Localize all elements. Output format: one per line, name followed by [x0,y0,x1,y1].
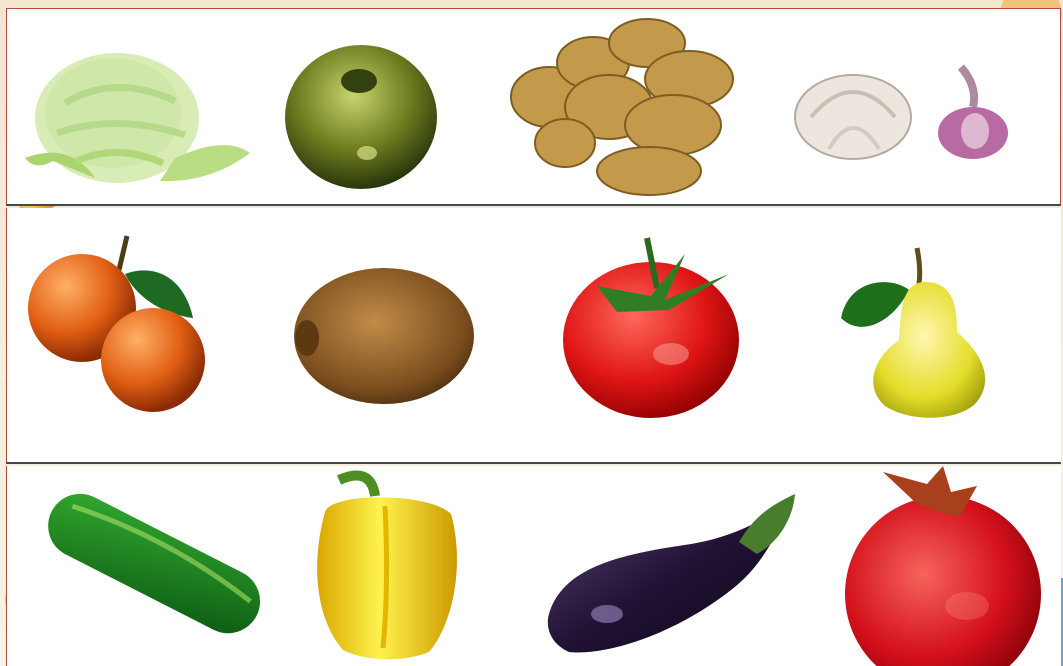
apple-icon[interactable] [281,39,441,189]
cabbage-icon[interactable] [25,43,255,193]
picture-row-1 [6,8,1061,206]
bell-pepper-icon[interactable] [311,466,463,664]
pear-icon[interactable] [837,248,997,418]
apricot-icon[interactable] [27,232,207,412]
potato-icon[interactable] [501,15,746,200]
eggplant-icon[interactable] [543,488,801,656]
cucumber-icon[interactable] [35,486,275,642]
picture-row-2 [6,208,1061,464]
tomato-icon[interactable] [561,238,741,420]
pomegranate-icon[interactable] [839,466,1047,666]
picture-row-3 [6,466,1061,666]
garlic-icon[interactable] [793,67,1017,167]
kiwi-icon[interactable] [291,266,477,406]
